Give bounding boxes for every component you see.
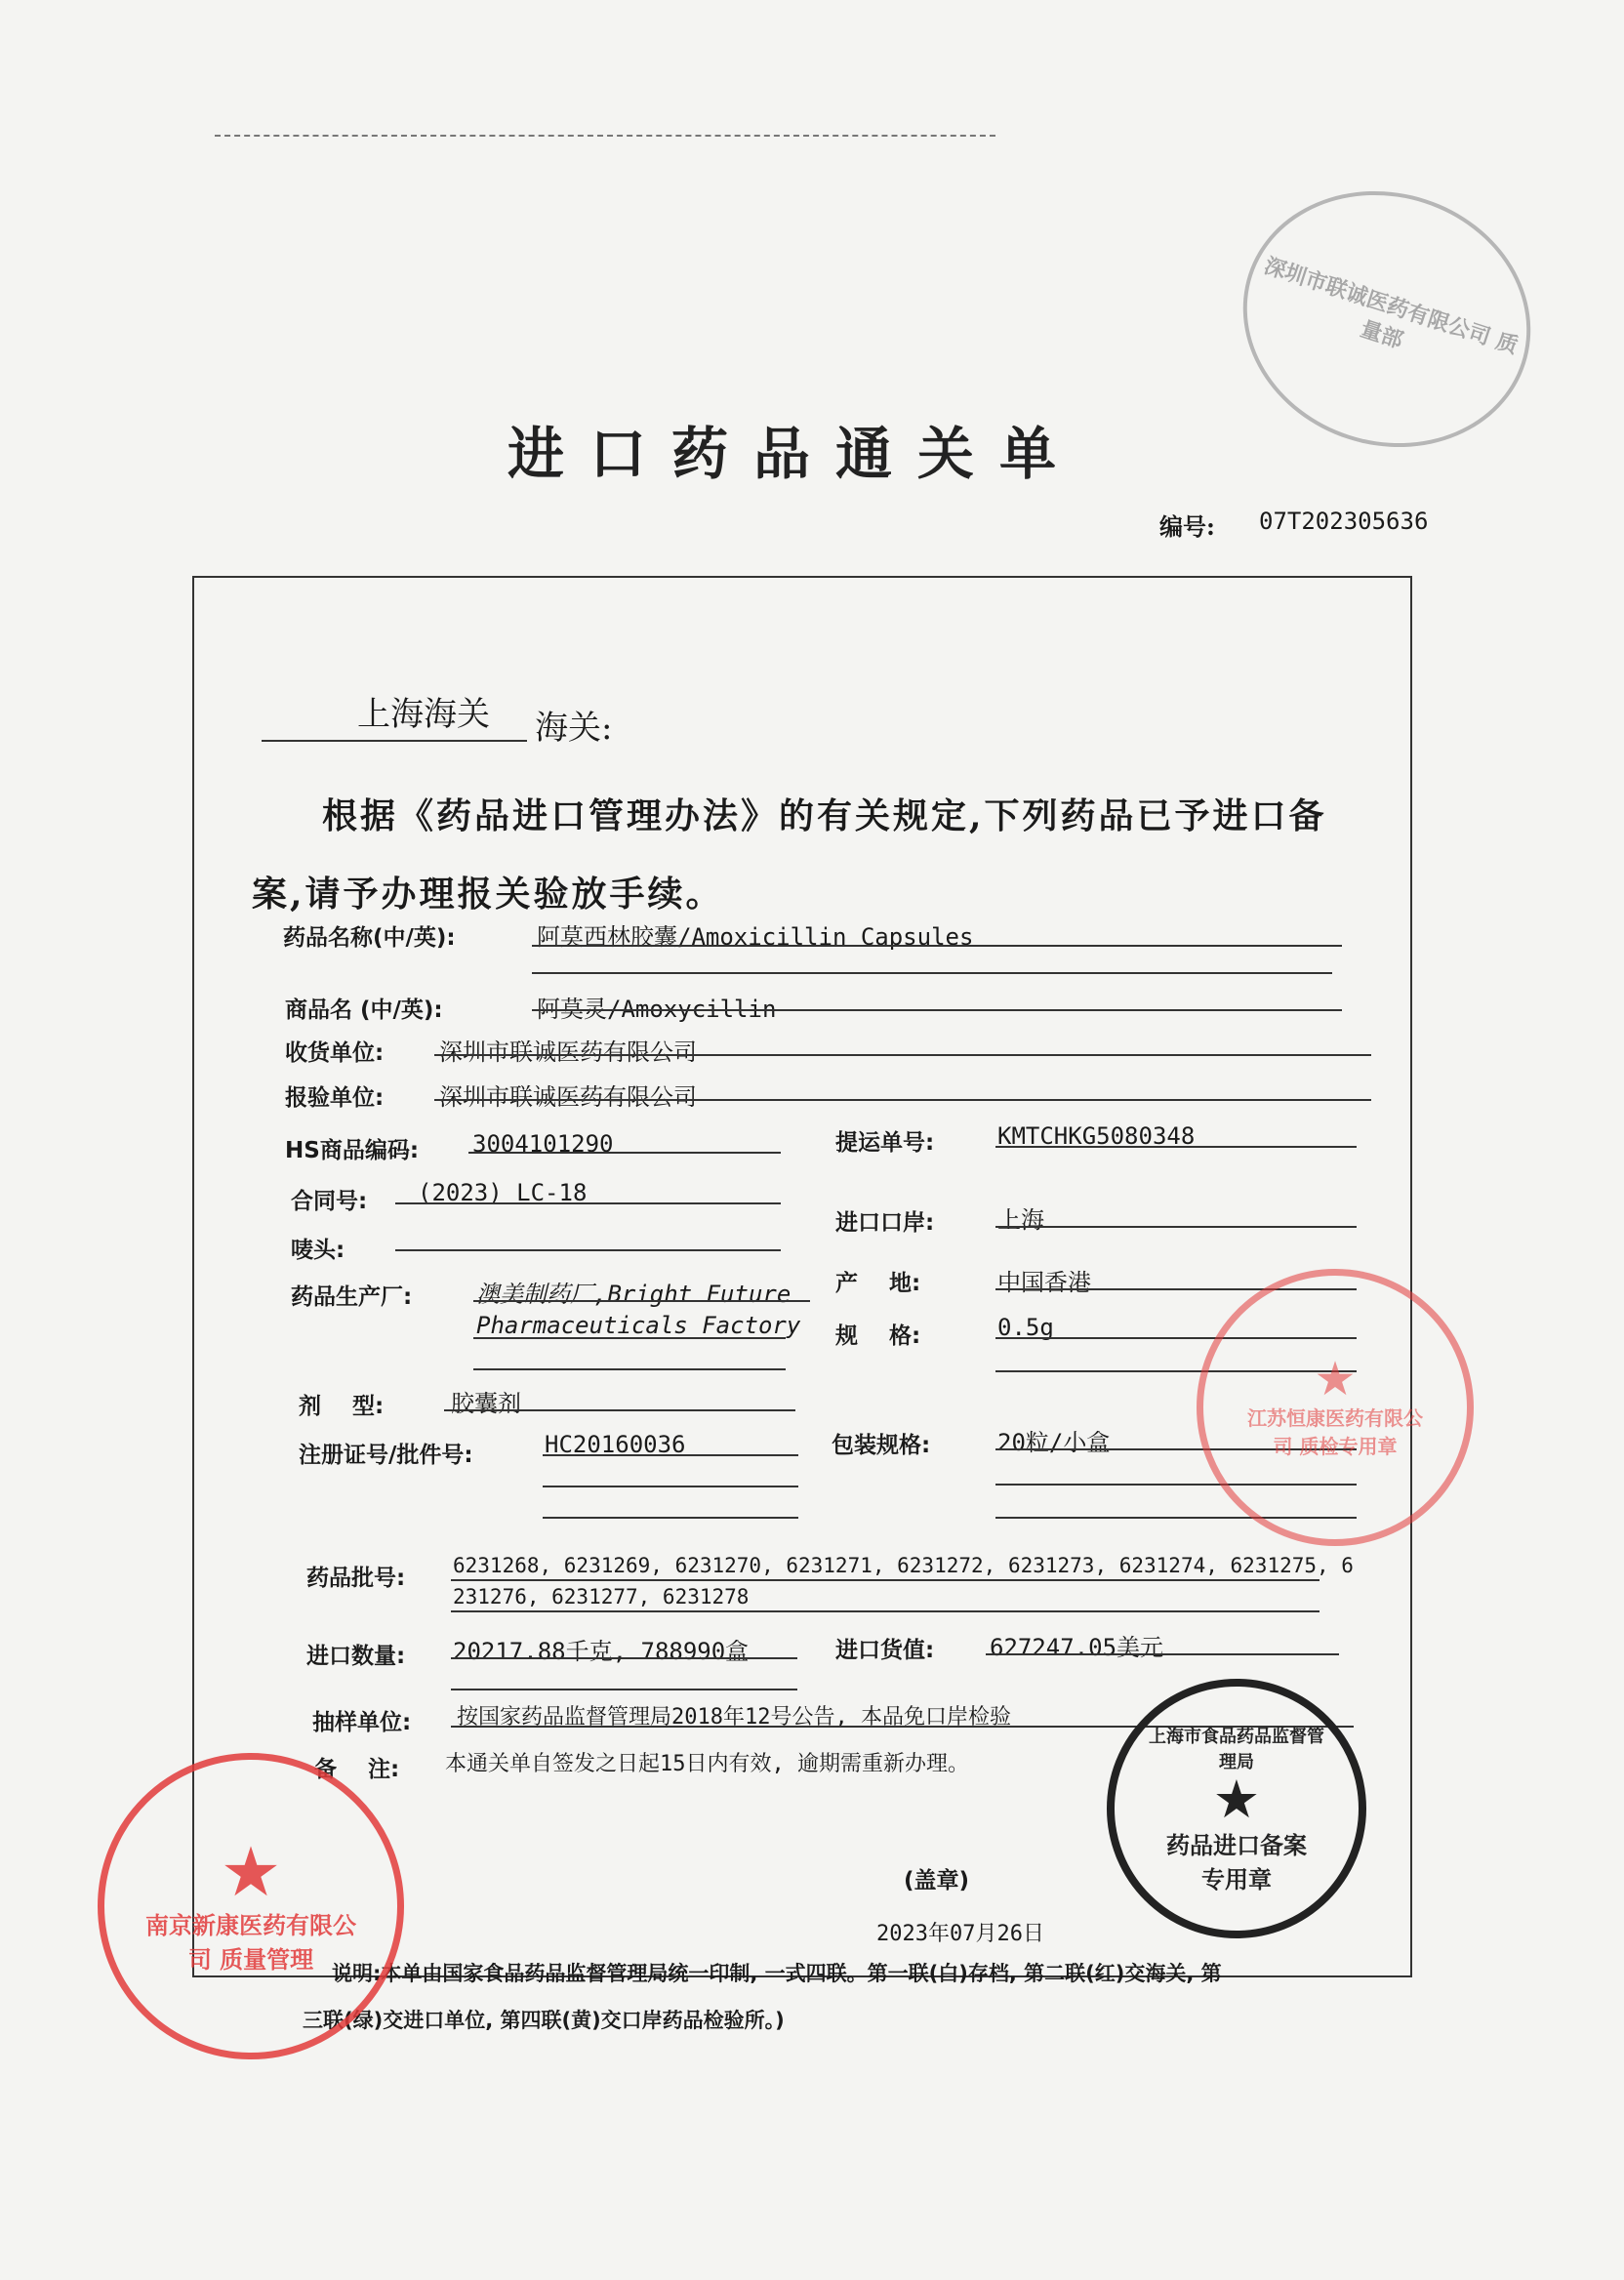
customs-suffix: 海关:: [535, 709, 613, 748]
import-port-label: 进口口岸:: [835, 1210, 935, 1236]
customs-name: 上海海关: [357, 695, 490, 734]
batch-no-value-2: 231276, 6231277, 6231278: [453, 1585, 750, 1608]
registration-no-underline: [543, 1454, 798, 1456]
doc-no-label: 编号:: [1159, 512, 1215, 541]
top-rule: [215, 135, 995, 138]
consignee-label: 收货单位:: [285, 1040, 385, 1066]
origin-label: 产 地:: [835, 1271, 921, 1296]
doc-no-value: 07T202305636: [1259, 508, 1429, 535]
trade-name-underline: [532, 1009, 1342, 1011]
remarks-label: 备 注:: [314, 1757, 400, 1782]
manufacturer-underline-1: [473, 1300, 810, 1302]
import-value-value: 627247.05美元: [990, 1634, 1164, 1661]
sampling-unit-value: 按国家药品监督管理局2018年12号公告, 本品免口岸检验: [457, 1705, 1011, 1730]
right-red-stamp-text: 江苏恒康医药有限公司 质检专用章: [1247, 1406, 1423, 1458]
footnote-line-1: 说明:本单由国家食品药品监督管理局统一印制, 一式四联。第一联(白)存档, 第二联(红)交海关, 第: [332, 1962, 1222, 1985]
specification-value: 0.5g: [997, 1314, 1054, 1341]
bill-of-lading-underline: [995, 1146, 1357, 1148]
manufacturer-value-2: Pharmaceuticals Factory: [476, 1312, 801, 1339]
import-quantity-underline: [451, 1657, 797, 1659]
black-seal-center-text: 药品进口备案专用章: [1166, 1832, 1307, 1893]
contract-no-label: 合同号:: [291, 1189, 368, 1214]
right-red-stamp-star-icon: ★: [1314, 1352, 1357, 1406]
intro-line-1: 根据《药品进口管理办法》的有关规定,下列药品已予进口备: [322, 795, 1327, 836]
registration-no-underline-2: [543, 1486, 798, 1487]
contract-no-value: (2023) LC-18: [418, 1179, 588, 1206]
registration-no-underline-3: [543, 1517, 798, 1519]
shipping-mark-underline: [395, 1249, 781, 1251]
registration-no-label: 注册证号/批件号:: [299, 1443, 473, 1468]
black-customs-seal: [1107, 1679, 1366, 1938]
drug-name-underline: [532, 945, 1342, 947]
document-title: 进口药品通关单: [508, 421, 1082, 487]
seal-label: (盖章): [904, 1868, 970, 1893]
contract-no-underline: [395, 1202, 781, 1204]
grey-stamp: [1209, 154, 1563, 483]
bill-of-lading-value: KMTCHKG5080348: [997, 1122, 1196, 1150]
sampling-unit-label: 抽样单位:: [312, 1710, 412, 1735]
customs-underline: [262, 740, 527, 742]
bottom-left-stamp-text: 南京新康医药有限公司 质量管理: [145, 1912, 356, 1974]
dosage-form-label: 剂 型:: [299, 1394, 385, 1419]
black-seal-arc-text: 上海市食品药品监督管理局: [1149, 1727, 1324, 1772]
consignee-underline: [434, 1054, 1371, 1056]
package-spec-label: 包装规格:: [832, 1433, 931, 1458]
manufacturer-label: 药品生产厂:: [291, 1284, 413, 1310]
inspection-unit-label: 报验单位:: [285, 1085, 385, 1111]
origin-value: 中国香港: [997, 1269, 1091, 1296]
trade-name-label: 商品名 (中/英):: [285, 998, 443, 1023]
package-spec-value: 20粒/小盒: [997, 1429, 1111, 1456]
import-quantity-underline-2: [451, 1689, 797, 1690]
inspection-unit-underline: [434, 1099, 1371, 1101]
footnote-line-2: 三联(绿)交进口单位, 第四联(黄)交口岸药品检验所。): [303, 2009, 785, 2032]
drug-name-underline-2: [532, 972, 1332, 974]
hs-code-underline: [468, 1152, 781, 1154]
consignee-value: 深圳市联诚医药有限公司: [439, 1038, 697, 1066]
import-quantity-label: 进口数量:: [306, 1644, 406, 1669]
import-port-underline: [995, 1226, 1357, 1228]
drug-name-label: 药品名称(中/英):: [283, 925, 456, 951]
import-quantity-value: 20217.88千克, 788990盒: [453, 1638, 750, 1665]
batch-no-underline: [451, 1579, 1320, 1581]
inspection-unit-value: 深圳市联诚医药有限公司: [439, 1083, 697, 1111]
hs-code-label: HS商品编码:: [285, 1138, 420, 1163]
dosage-form-value: 胶囊剂: [451, 1390, 521, 1417]
bill-of-lading-label: 提运单号:: [835, 1130, 935, 1156]
black-seal-star-icon: ★: [1212, 1769, 1261, 1830]
shipping-mark-label: 唛头:: [291, 1238, 345, 1263]
drug-name-value: 阿莫西林胶囊/Amoxicillin Capsules: [537, 923, 974, 951]
grey-stamp-text: 深圳市联诚医药有限公司 质量部: [1261, 254, 1522, 360]
batch-no-underline-2: [451, 1610, 1320, 1612]
import-port-value: 上海: [997, 1206, 1044, 1234]
trade-name-value: 阿莫灵/Amoxycillin: [537, 996, 777, 1023]
intro-line-2: 案,请予办理报关验放手续。: [252, 874, 724, 915]
bottom-left-stamp-star-icon: ★: [220, 1832, 282, 1912]
manufacturer-value-1: 澳美制药厂,Bright Future: [476, 1281, 792, 1308]
right-red-stamp: [1197, 1269, 1474, 1546]
dosage-form-underline: [444, 1409, 795, 1411]
manufacturer-underline-3: [473, 1368, 786, 1370]
manufacturer-underline-2: [473, 1337, 786, 1339]
batch-no-label: 药品批号:: [306, 1566, 406, 1591]
batch-no-value-1: 6231268, 6231269, 6231270, 6231271, 6231272, 6231273, 6231274, 6231275, 6: [453, 1554, 1354, 1577]
remarks-value: 本通关单自签发之日起15日内有效, 逾期需重新办理。: [445, 1752, 969, 1776]
import-value-underline: [986, 1653, 1339, 1655]
hs-code-value: 3004101290: [472, 1130, 614, 1158]
registration-no-value: HC20160036: [545, 1431, 686, 1458]
bottom-left-red-stamp: [98, 1753, 404, 2059]
issue-date: 2023年07月26日: [876, 1922, 1044, 1946]
import-value-label: 进口货值:: [835, 1638, 935, 1663]
specification-label: 规 格:: [835, 1323, 921, 1349]
